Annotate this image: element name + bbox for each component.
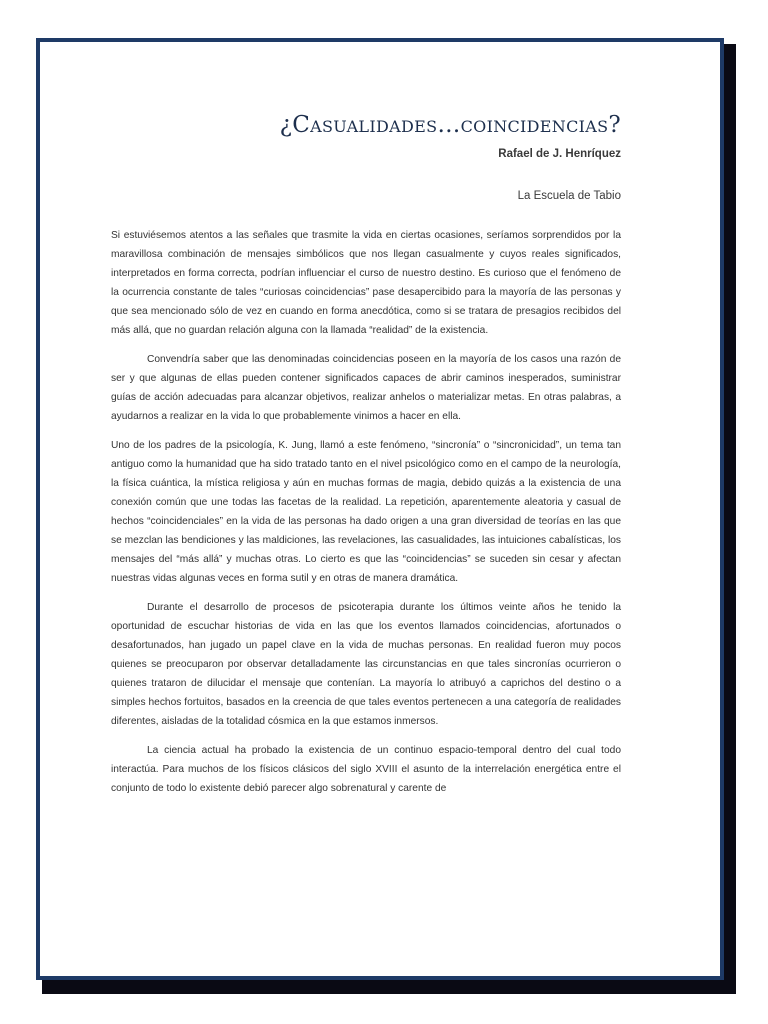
paragraph: Si estuviésemos atentos a las señales que trasmite la vida en ciertas ocasiones, seríamos sorprendidos por la maravillosa combinación de mensajes simbólicos que nos llegan casualmente y cuyos reales significados, interpretados en forma correcta, podrían influenciar el curso de nuestro destino. Es curioso que el fenómeno de la ocurrencia constante de tales “curiosas coincidencias” pase desapercibido para la mayoría de las personas y que sea mencionado sólo de vez en cuando en forma anecdótica, como si se tratara de presagios recibidos del más allá, que no guardan relación alguna con la llamada “realidad” de la existencia.: [111, 230, 621, 336]
document-title: ¿Casualidades…coincidencias?: [279, 112, 621, 138]
paragraph: La ciencia actual ha probado la existencia de un continuo espacio-temporal dentro del cual todo interactúa. Para muchos de los físicos clásicos del siglo XVIII el asunto de la interrelación energética entre el conjunto de todo lo existente debió parecer algo sobrenatural y carente de: [111, 745, 621, 794]
paragraph: Uno de los padres de la psicología, K. Jung, llamó a este fenómeno, “sincronía” o “sincronicidad”, un tema tan antiguo como la humanidad que ha sido tratado tanto en el nivel psicológico como en el campo de la neurología, la física cuántica, la mística religiosa y aún en muchas formas de magia, debido quizás a la existencia de una conexión común que une todas las facetas de la realidad. La repetición, aparentemente aleatoria y casual de hechos “coincidenciales” en la vida de las personas ha dado origen a una gran diversidad de teorías en las que se mezclan las bendiciones y las maldiciones, las revelaciones, las casualidades, las intuiciones cabalísticas, los mensajes del “más allá” y muchas otras. Lo cierto es que las “coincidencias” se suceden sin cesar y afectan nuestras vidas algunas veces en forma sutil y en otras de manera dramática.: [111, 440, 621, 584]
document-organization: La Escuela de Tabio: [517, 190, 621, 202]
paragraph: Durante el desarrollo de procesos de psicoterapia durante los últimos veinte años he tenido la oportunidad de escuchar historias de vida en las que los eventos llamados coincidencias, afortunados o desafortunados, han jugado un papel clave en la vida de muchas personas. En realidad fueron muy pocos quienes se preocuparon por observar detalladamente las circunstancias en que tales sincronías ocurrieron o quienes trataron de dilucidar el mensaje que contenían. La mayoría lo atribuyó a caprichos del destino o a simples hechos fortuitos, basados en la creencia de que tales eventos pertenecen a una categoría de realidades diferentes, aisladas de la totalidad cósmica en la que estamos inmersos.: [111, 602, 621, 727]
document-content: [111, 110, 621, 808]
document-body: [111, 226, 621, 798]
paragraph: Convendría saber que las denominadas coincidencias poseen en la mayoría de los casos una razón de ser y que algunas de ellas pueden contener significados capaces de abrir caminos inesperados, suministrar guías de acción adecuadas para alcanzar objetivos, realizar anhelos o materializar metas. En otras palabras, a ayudarnos a realizar en la vida lo que probablemente vinimos a hacer en ella.: [111, 354, 621, 422]
document-author: Rafael de J. Henríquez: [498, 148, 621, 160]
